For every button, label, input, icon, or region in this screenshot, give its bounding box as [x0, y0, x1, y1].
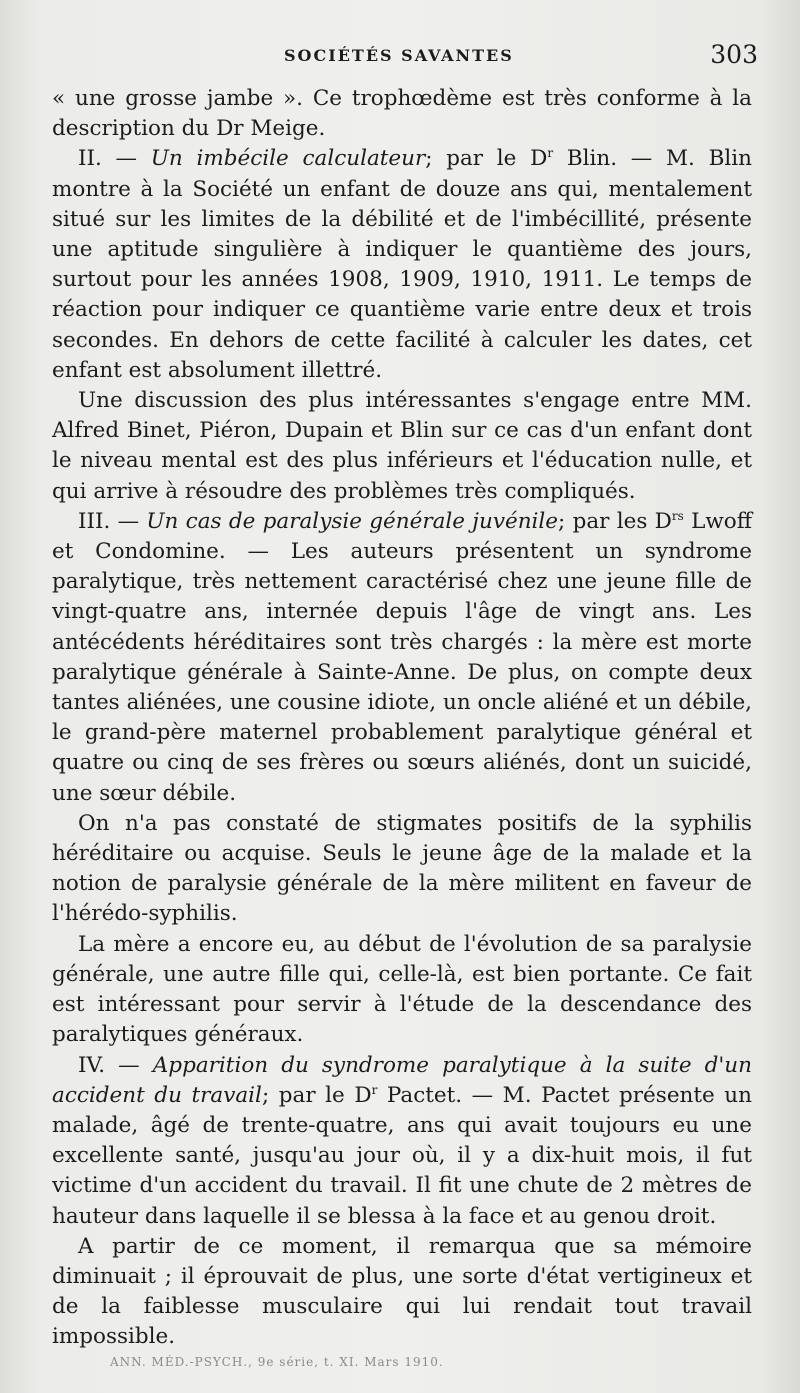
case-title: Un imbécile calculateur [150, 146, 426, 172]
title-superscript: r [547, 146, 554, 161]
case-title: Un cas de paralysie générale juvénile [146, 508, 559, 534]
paragraph-case-2 [52, 144, 752, 386]
title-superscript: r [371, 1082, 378, 1097]
case-body: Lwoff et Condomine. — Les auteurs présentent un syndrome paralytique, très nettement caractérisé chez une jeune fille de vingt-quatre ans, internée depuis l'âge de vingt ans. Les antécédents héréditaires sont très chargés : la mère est morte paralytique générale à Sainte-Anne. De plus, on compte deux tantes aliénées, une cousine idiote, un oncle aliéné et un débile, le grand-père maternel probablement paralytique général et quatre ou cinq de ses frères ou sœurs aliénés, dont un suicidé, une sœur débile. [52, 508, 752, 806]
running-header [52, 40, 758, 76]
paragraph-discussion: Une discussion des plus intéressantes s'engage entre MM. Alfred Binet, Piéron, Dupain et Blin sur ce cas d'un enfant dont le niveau mental est des plus inférieurs et l'éducation nulle, et qui arrive à résoudre des problèmes très compliqués. [52, 388, 752, 504]
paragraph-continuation: « une grosse jambe ». Ce trophœdème est très conforme à la description du Dr Meige. [52, 86, 752, 142]
paragraph-syphilis: On n'a pas constaté de stigmates positifs de la syphilis héréditaire ou acquise. Seuls le jeune âge de la malade et la notion de paralysie générale de la mère militent en faveur de l'hérédo-syphilis. [52, 810, 752, 927]
case-number: IV. — [78, 1052, 140, 1078]
case-body: Pactet. — M. Pactet présente un malade, âgé de trente-quatre, ans qui avait toujours eu une excellente santé, jusqu'au jour où, il y a dix-huit mois, il fut victime d'un accident du travail. Il fit une chute de 2 mètres de hauteur dans laquelle il se blessa à la face et au genou droit. [52, 1082, 752, 1229]
title-superscript: rs [671, 508, 684, 523]
running-title: SOCIÉTÉS SAVANTES [284, 46, 514, 65]
case-byline: ; par le D [261, 1082, 372, 1108]
case-number: II. — [78, 146, 138, 172]
case-number: III. — [78, 508, 140, 534]
faint-footer: ANN. MÉD.-PSYCH., 9e série, t. XI. Mars 1910. [110, 1355, 444, 1369]
case-byline: ; par les D [558, 508, 672, 534]
case-byline: ; par le D [425, 146, 548, 172]
paragraph-memory: A partir de ce moment, il remarqua que sa mémoire diminuait ; il éprouvait de plus, une sorte d'état vertigineux et de la faiblesse musculaire qui lui rendait tout travail impossible. [52, 1233, 752, 1350]
case-title: Apparition du syndrome paralytique à la suite d'un accident du travail [52, 1052, 752, 1108]
paragraph-case-4 [52, 1051, 752, 1232]
body-text [52, 84, 752, 1353]
paragraph-mother: La mère a encore eu, au début de l'évolution de sa paralysie générale, une autre fille qui, celle-là, est bien portante. Ce fait est intéressant pour servir à l'étude de la descendance des paralytiques généraux. [52, 931, 752, 1048]
case-body: Blin. — M. Blin montre à la Société un enfant de douze ans qui, mentalement situé sur les limites de la débilité et de l'imbécillité, présente une aptitude singulière à indiquer le quantième des jours, surtout pour les années 1908, 1909, 1910, 1911. Le temps de réaction pour indiquer ce quantième varie entre deux et trois secondes. En dehors de cette facilité à calculer les dates, cet enfant est absolument illettré. [52, 146, 752, 383]
page-number: 303 [710, 40, 758, 69]
paragraph-case-3 [52, 507, 752, 809]
